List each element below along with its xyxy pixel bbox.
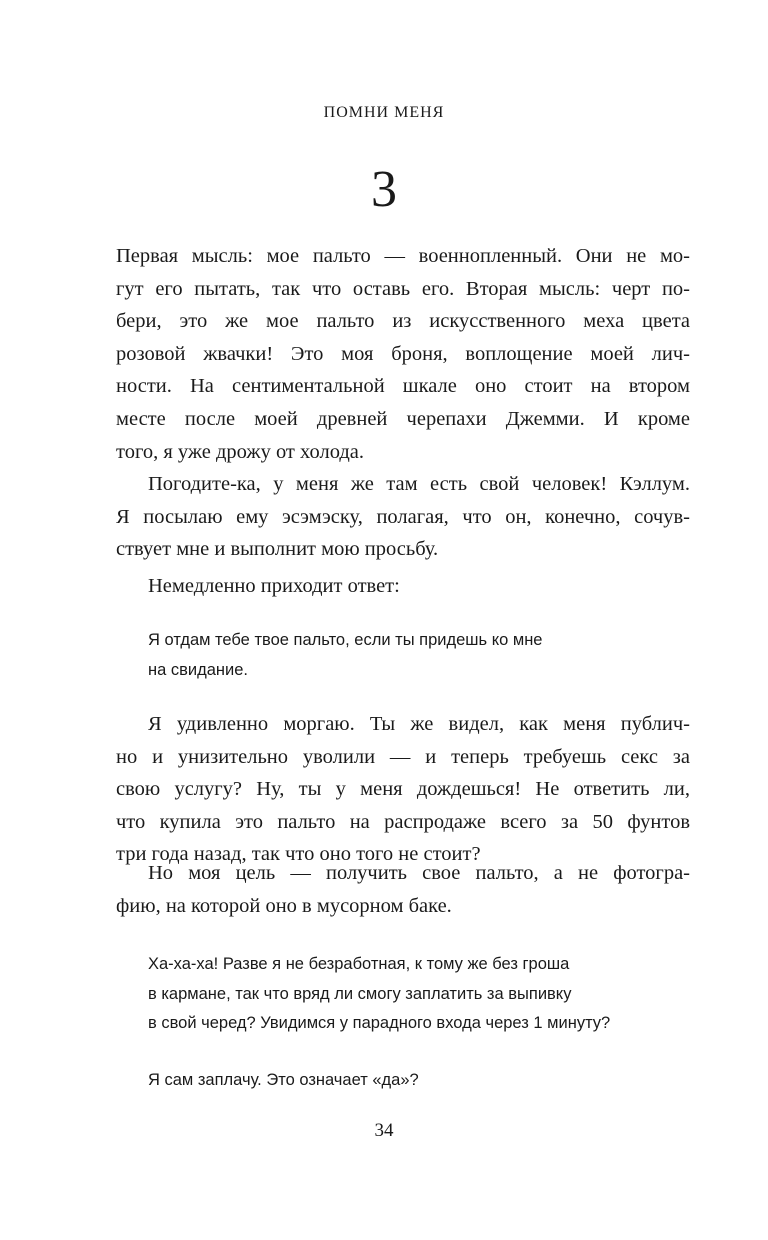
paragraph-line: Я посылаю ему эсэмэску, полагая, что он, конечно, сочув- bbox=[116, 505, 690, 528]
message-line: Я сам заплачу. Это означает «да»? bbox=[148, 1071, 419, 1089]
message-line: в свой черед? Увидимся у парадного входа через 1 минуту? bbox=[148, 1014, 611, 1032]
text-message-1 bbox=[148, 626, 688, 685]
paragraph-line: месте после моей древней черепахи Джемми. И кроме bbox=[116, 407, 690, 430]
paragraph-line: Первая мысль: мое пальто — военнопленный. Они не мо- bbox=[116, 245, 690, 267]
paragraph-line: гут его пытать, так что оставь его. Вторая мысль: черт по- bbox=[116, 277, 690, 300]
paragraph-3-block bbox=[116, 570, 690, 603]
paragraph-3 bbox=[116, 570, 690, 603]
paragraph-line: но и унизительно уволили — и теперь требуешь секс за bbox=[116, 745, 690, 768]
paragraph-line: Немедленно приходит ответ: bbox=[148, 575, 400, 597]
page-number: 34 bbox=[374, 1120, 394, 1141]
paragraph-line: Я удивленно моргаю. Ты же видел, как меня публич- bbox=[148, 713, 690, 735]
chapter-number: 3 bbox=[371, 161, 397, 218]
message-line: Я отдам тебе твое пальто, если ты придешь ко мне bbox=[148, 631, 543, 649]
paragraph-line: Погодите-ка, у меня же там есть свой человек! Кэллум. bbox=[148, 473, 690, 495]
text-message-2 bbox=[148, 950, 688, 1039]
paragraph-5-block bbox=[116, 857, 690, 922]
paragraph-line: ствует мне и выполнит мою просьбу. bbox=[116, 538, 439, 561]
paragraph-line: ности. На сентиментальной шкале оно стоит на втором bbox=[116, 375, 690, 398]
message-line: Ха-ха-ха! Разве я не безработная, к тому же без гроша bbox=[148, 955, 570, 973]
paragraph-line: свою услугу? Ну, ты у меня дождешься! Не ответить ли, bbox=[116, 778, 690, 801]
text-message-3 bbox=[148, 1066, 688, 1096]
message-line: на свидание. bbox=[148, 660, 248, 679]
paragraph-1 bbox=[116, 240, 690, 468]
paragraph-5 bbox=[116, 857, 690, 922]
paragraph-line: бери, это же мое пальто из искусственного меха цвета bbox=[116, 310, 690, 333]
paragraph-1-block bbox=[116, 240, 690, 468]
paragraph-4 bbox=[116, 708, 690, 871]
paragraph-4-block bbox=[116, 708, 690, 871]
paragraph-line: розовой жвачки! Это моя броня, воплощение моей лич- bbox=[116, 342, 690, 365]
paragraph-line: что купила это пальто на распродаже всего за 50 фунтов bbox=[116, 810, 690, 833]
message-line: в кармане, так что вряд ли смогу заплатить за выпивку bbox=[148, 984, 572, 1003]
paragraph-2-block bbox=[116, 468, 690, 566]
running-title: ПОМНИ МЕНЯ bbox=[323, 104, 445, 121]
paragraph-line: фию, на которой оно в мусорном баке. bbox=[116, 894, 452, 917]
paragraph-line: Но моя цель — получить свое пальто, а не фотогра- bbox=[148, 862, 690, 884]
paragraph-2 bbox=[116, 468, 690, 566]
paragraph-line: три года назад, так что оно того не стоит? bbox=[116, 843, 481, 866]
paragraph-line: того, я уже дрожу от холода. bbox=[116, 440, 365, 463]
